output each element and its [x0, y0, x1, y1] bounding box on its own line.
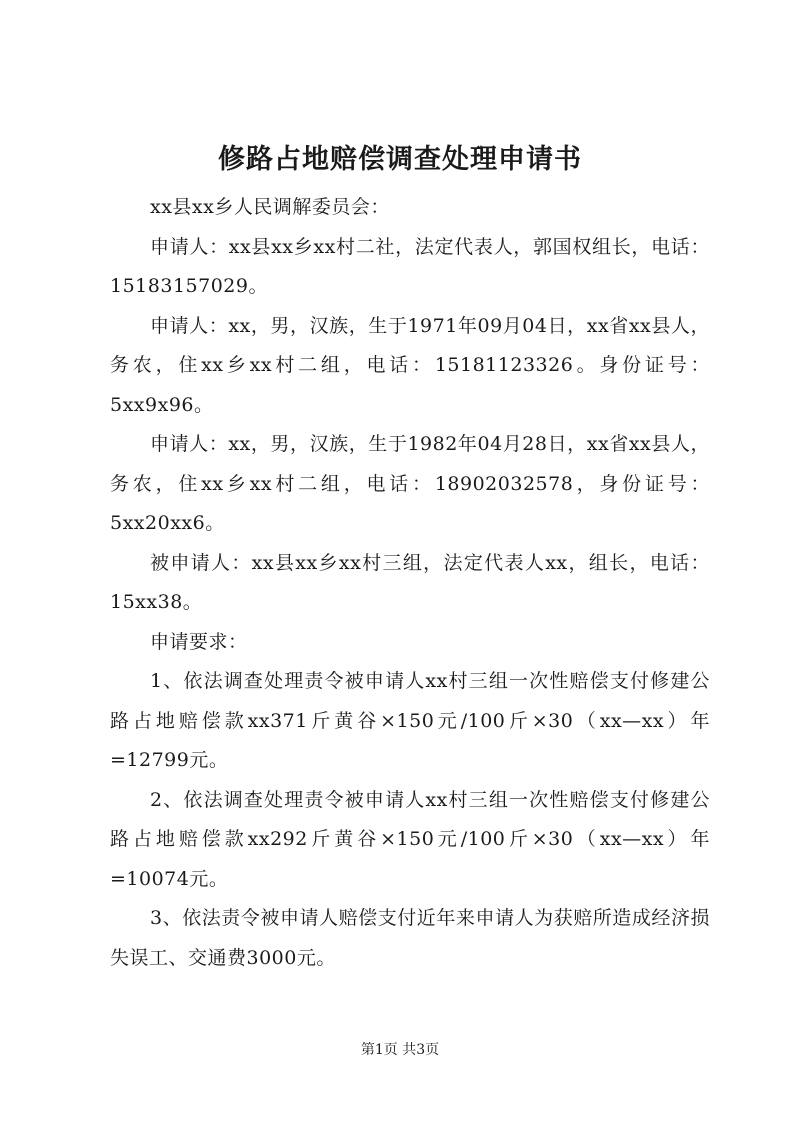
- addressee-line: xx县xx乡人民调解委员会：: [150, 196, 390, 218]
- document-body: [110, 188, 710, 978]
- applicant-paragraph-2: 申请人：xx，男，汉族，生于1971年09月04日，xx省xx县人，务农，住xx乡xx村二组，电话：15181123326。身份证号：5xx9x96。: [110, 314, 710, 416]
- respondent-paragraph: 被申请人：xx县xx乡xx村三组，法定代表人xx，组长，电话：15xx38。: [110, 551, 710, 613]
- applicant-paragraph-1: 申请人：xx县xx乡xx村二社，法定代表人，郭国权组长，电话：15183157029。: [110, 235, 710, 297]
- request-item-3: 3、依法责令被申请人赔偿支付近年来申请人为获赔所造成经济损失误工、交通费3000元。: [110, 907, 710, 969]
- request-item-2: 2、依法调查处理责令被申请人xx村三组一次性赔偿支付修建公路占地赔偿款xx292斤黄谷×150元/100斤×30（xx—xx）年=10074元。: [110, 788, 710, 890]
- page-number-footer: 第1页 共3页: [360, 1042, 440, 1058]
- applicant-paragraph-3: 申请人：xx，男，汉族，生于1982年04月28日，xx省xx县人，务农，住xx乡xx村二组，电话：18902032578，身份证号：5xx20xx6。: [110, 433, 710, 534]
- request-item-1: 1、依法调查处理责令被申请人xx村三组一次性赔偿支付修建公路占地赔偿款xx371斤黄谷×150元/100斤×30（xx—xx）年=12799元。: [110, 670, 710, 771]
- page-title: 修路占地赔偿调查处理申请书: [218, 144, 582, 175]
- requests-heading: 申请要求：: [150, 630, 248, 653]
